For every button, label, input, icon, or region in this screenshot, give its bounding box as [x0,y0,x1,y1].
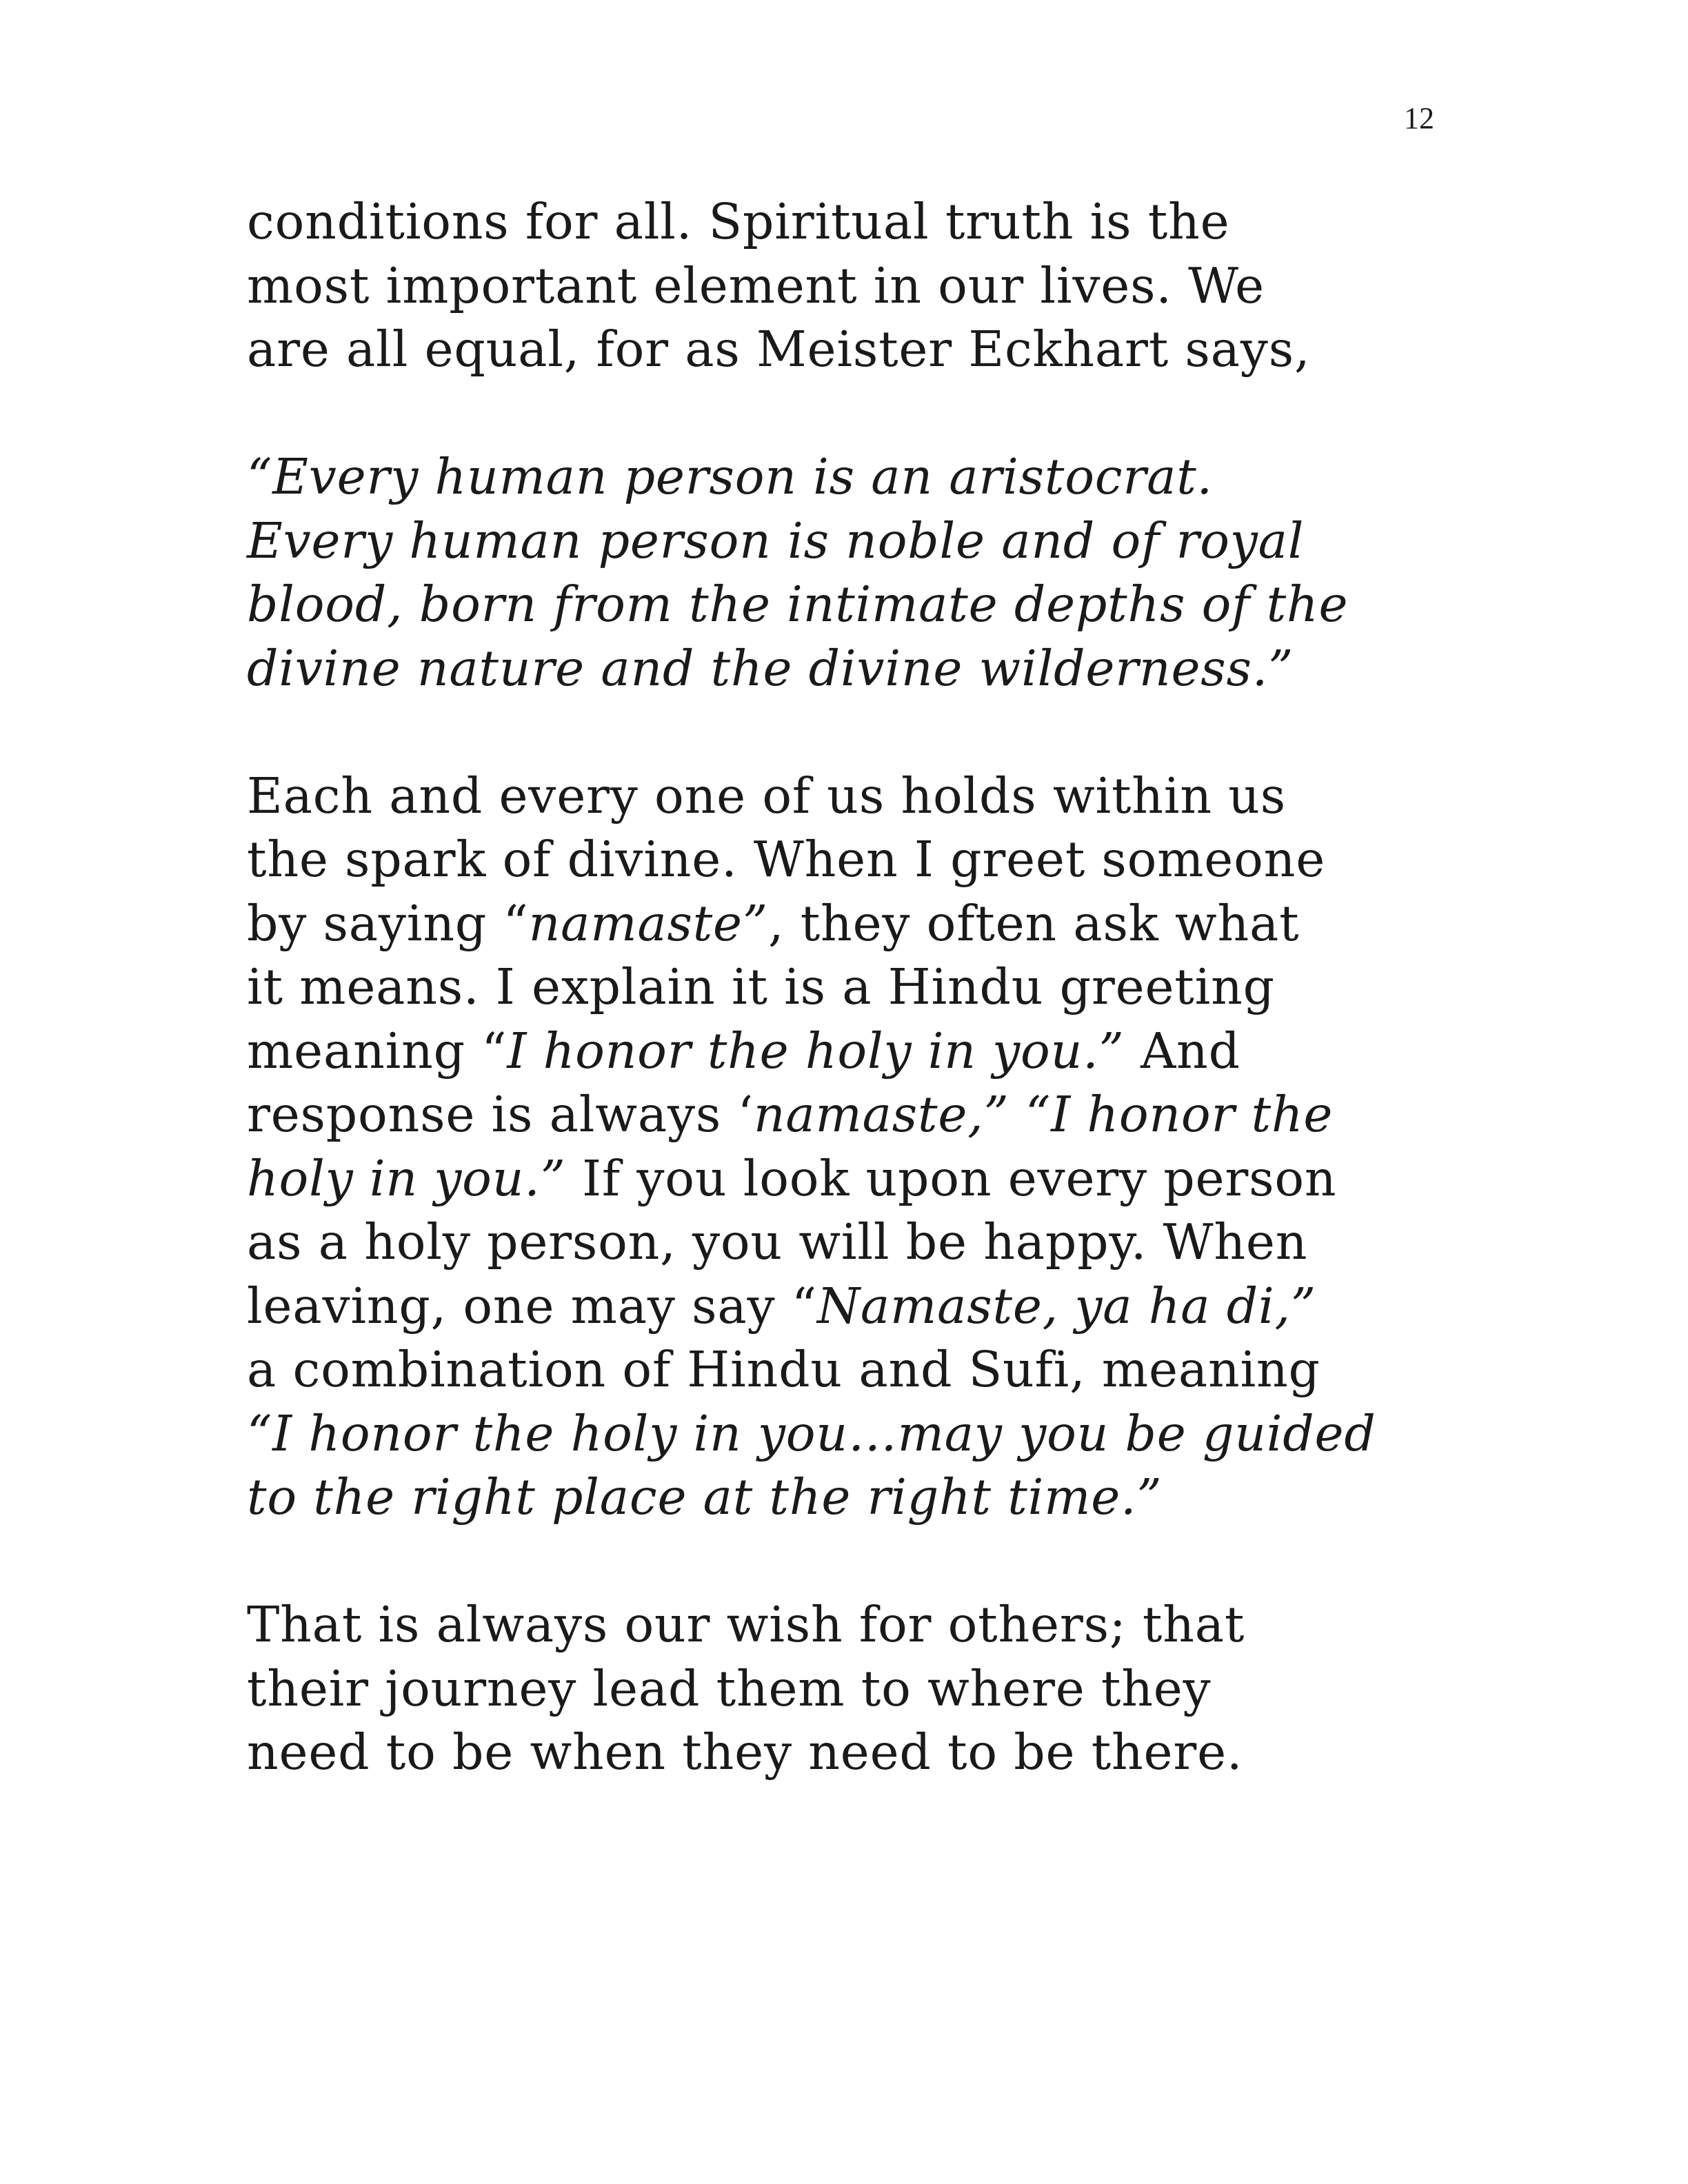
paragraph-closing [247,1593,1460,1785]
quote-line: “Every human person is an aristocrat. [247,448,1213,505]
paragraph-gap [247,382,1460,446]
italic-run: holy in you.” [247,1149,566,1207]
page-number: 12 [1404,101,1434,135]
text-run: , they often ask what [767,894,1300,952]
text-line: their journey lead them to where they [247,1659,1212,1717]
quote-line: Every human person is noble and of royal [247,512,1305,569]
text-run: leaving, one may say “ [247,1277,817,1335]
text-run: If you look upon every person [565,1149,1337,1207]
text-line: need to be when they need to be there. [247,1723,1243,1781]
text-line: most important element in our lives. We [247,256,1265,314]
text-line: it means. I explain it is a Hindu greeting [247,958,1275,1015]
quote-line: “I honor the holy in you…may you be guided [247,1404,1376,1462]
paragraph-namaste [247,765,1460,1530]
text-line [247,1147,1460,1211]
eckhart-quote [247,445,1460,700]
text-run: meaning “ [247,1022,508,1080]
text-line [247,892,1460,956]
text-run: response is always ‘ [247,1086,754,1143]
text-run: And [1124,1022,1240,1080]
page-body [247,190,1460,1785]
italic-run: Namaste, ya ha di,” [816,1277,1317,1335]
quote-line: to the right place at the right time.” [247,1468,1163,1526]
text-line: are all equal, for as Meister Eckhart says, [247,321,1311,378]
text-line [247,1020,1460,1084]
italic-run: namaste,” “I honor the [753,1086,1334,1143]
text-line: Each and every one of us holds within us [247,767,1286,825]
paragraph-gap [247,700,1460,765]
text-line [247,1083,1460,1147]
text-line [247,1275,1460,1339]
text-line: the spark of divine. When I greet someone [247,831,1326,888]
text-run: by saying “ [247,894,529,952]
text-line: conditions for all. Spiritual truth is the [247,193,1230,250]
paragraph-gap [247,1530,1460,1594]
text-line: That is always our wish for others; that [247,1596,1245,1653]
text-line: a combination of Hindu and Sufi, meaning [247,1341,1320,1398]
text-line: as a holy person, you will be happy. When [247,1213,1308,1271]
quote-line: blood, born from the intimate depths of the [247,576,1349,633]
italic-run: I honor the holy in you.” [507,1022,1125,1080]
paragraph-intro [247,190,1460,382]
quote-line: divine nature and the divine wilderness.” [247,639,1294,697]
italic-run: namaste” [528,894,768,952]
